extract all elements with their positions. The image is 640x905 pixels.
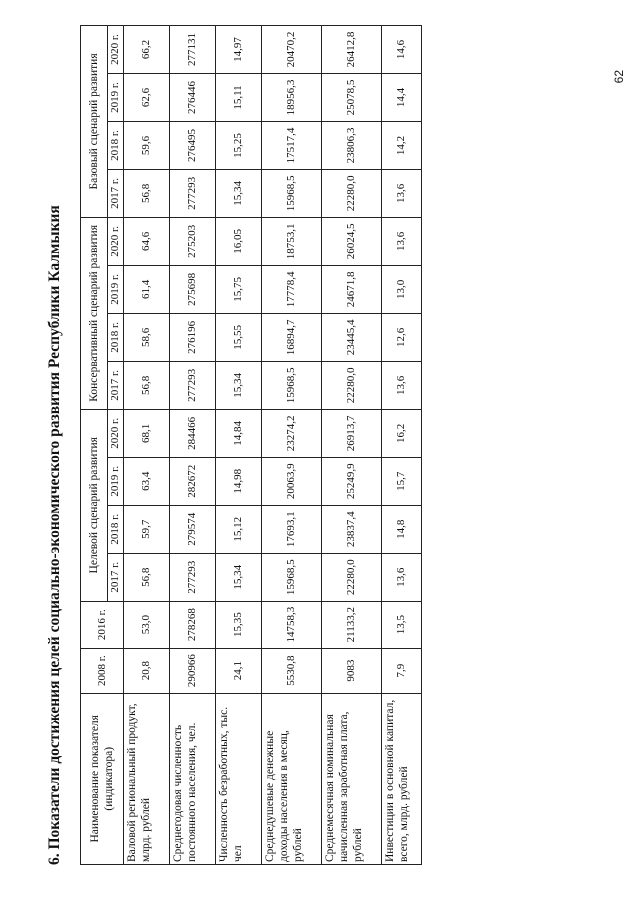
indicator-name: Валовой региональный продукт, млрд. рублей [124,693,170,864]
value-cell: 12,6 [382,313,422,361]
value-cell: 23837,4 [322,505,382,553]
header-year: 2017 г. [108,361,124,409]
value-cell: 53,0 [124,601,170,648]
value-cell: 14,97 [216,26,262,74]
value-cell: 66,2 [124,26,170,74]
header-year: 2018 г. [108,313,124,361]
value-cell: 25249,9 [322,457,382,505]
header-year: 2017 г. [108,553,124,601]
value-cell: 23445,4 [322,313,382,361]
header-year: 2018 г. [108,121,124,169]
value-cell: 23274,2 [262,409,322,457]
table-row [170,26,216,865]
indicator-name: Среднемесячная номинальная начисленная заработная плата, рублей [322,693,382,864]
value-cell: 23806,3 [322,121,382,169]
value-cell: 15,11 [216,74,262,122]
header-year-2008: 2008 г. [81,648,124,693]
header-scenario-conservative: Консервативный сценарий развития [81,217,108,409]
value-cell: 14758,3 [262,601,322,648]
indicator-name: Инвестиции в основной капитал, всего, млрд. рублей [382,693,422,864]
value-cell: 17517,4 [262,121,322,169]
value-cell: 15968,5 [262,169,322,217]
value-cell: 13,0 [382,265,422,313]
value-cell: 276446 [170,74,216,122]
value-cell: 14,98 [216,457,262,505]
value-cell: 14,8 [382,505,422,553]
value-cell: 15968,5 [262,553,322,601]
table-row [262,26,322,865]
table-row [322,26,382,865]
value-cell: 17778,4 [262,265,322,313]
value-cell: 15,34 [216,553,262,601]
value-cell: 15968,5 [262,361,322,409]
value-cell: 58,6 [124,313,170,361]
value-cell: 15,55 [216,313,262,361]
header-year: 2019 г. [108,265,124,313]
value-cell: 14,84 [216,409,262,457]
value-cell: 22280,0 [322,361,382,409]
value-cell: 63,4 [124,457,170,505]
value-cell: 276196 [170,313,216,361]
value-cell: 20,8 [124,648,170,693]
value-cell: 15,35 [216,601,262,648]
value-cell: 68,1 [124,409,170,457]
value-cell: 284466 [170,409,216,457]
value-cell: 61,4 [124,265,170,313]
value-cell: 282672 [170,457,216,505]
header-scenario-target: Целевой сценарий развития [81,409,108,601]
value-cell: 18956,3 [262,74,322,122]
page-number: 62 [612,70,626,84]
header-scenario-base: Базовый сценарий развития [81,26,108,218]
header-year: 2019 г. [108,457,124,505]
value-cell: 59,7 [124,505,170,553]
value-cell: 15,75 [216,265,262,313]
value-cell: 13,5 [382,601,422,648]
value-cell: 24,1 [216,648,262,693]
value-cell: 14,6 [382,26,422,74]
value-cell: 56,8 [124,361,170,409]
value-cell: 277131 [170,26,216,74]
header-year: 2019 г. [108,74,124,122]
value-cell: 9083 [322,648,382,693]
table-row [124,26,170,865]
value-cell: 277293 [170,361,216,409]
table-body [124,26,422,865]
indicators-table [80,25,422,865]
rotated-page-content [40,25,600,865]
value-cell: 22280,0 [322,553,382,601]
table-row [216,26,262,865]
value-cell: 5530,8 [262,648,322,693]
value-cell: 15,34 [216,361,262,409]
value-cell: 7,9 [382,648,422,693]
header-year: 2017 г. [108,169,124,217]
value-cell: 64,6 [124,217,170,265]
value-cell: 13,6 [382,553,422,601]
value-cell: 24671,8 [322,265,382,313]
value-cell: 25078,5 [322,74,382,122]
value-cell: 279574 [170,505,216,553]
value-cell: 13,6 [382,169,422,217]
value-cell: 277293 [170,553,216,601]
value-cell: 18753,1 [262,217,322,265]
value-cell: 16894,7 [262,313,322,361]
value-cell: 62,6 [124,74,170,122]
value-cell: 59,6 [124,121,170,169]
value-cell: 56,8 [124,553,170,601]
value-cell: 26412,8 [322,26,382,74]
value-cell: 276495 [170,121,216,169]
value-cell: 14,4 [382,74,422,122]
value-cell: 17693,1 [262,505,322,553]
indicator-name: Среднегодовая численность постоянного населения, чел. [170,693,216,864]
table-row [382,26,422,865]
value-cell: 277293 [170,169,216,217]
value-cell: 26913,7 [322,409,382,457]
header-indicator: Наименование показателя (индикатора) [81,693,124,864]
value-cell: 15,25 [216,121,262,169]
indicator-name: Численность безработных, тыс. чел [216,693,262,864]
header-year: 2020 г. [108,217,124,265]
value-cell: 16,05 [216,217,262,265]
indicator-name: Среднедушевые денежные доходы населения в месяц, рублей [262,693,322,864]
header-year: 2020 г. [108,26,124,74]
value-cell: 13,6 [382,361,422,409]
value-cell: 14,2 [382,121,422,169]
value-cell: 15,7 [382,457,422,505]
value-cell: 16,2 [382,409,422,457]
value-cell: 21133,2 [322,601,382,648]
value-cell: 15,12 [216,505,262,553]
value-cell: 20470,2 [262,26,322,74]
document-title: 6. Показатели достижения целей социально-экономического развития Республики Калмыкия [46,205,63,865]
value-cell: 290966 [170,648,216,693]
value-cell: 275203 [170,217,216,265]
header-year-2016: 2016 г. [81,601,124,648]
value-cell: 56,8 [124,169,170,217]
value-cell: 278268 [170,601,216,648]
header-year: 2018 г. [108,505,124,553]
value-cell: 275698 [170,265,216,313]
value-cell: 22280,0 [322,169,382,217]
value-cell: 15,34 [216,169,262,217]
header-year: 2020 г. [108,409,124,457]
value-cell: 26024,5 [322,217,382,265]
value-cell: 13,6 [382,217,422,265]
value-cell: 20063,9 [262,457,322,505]
